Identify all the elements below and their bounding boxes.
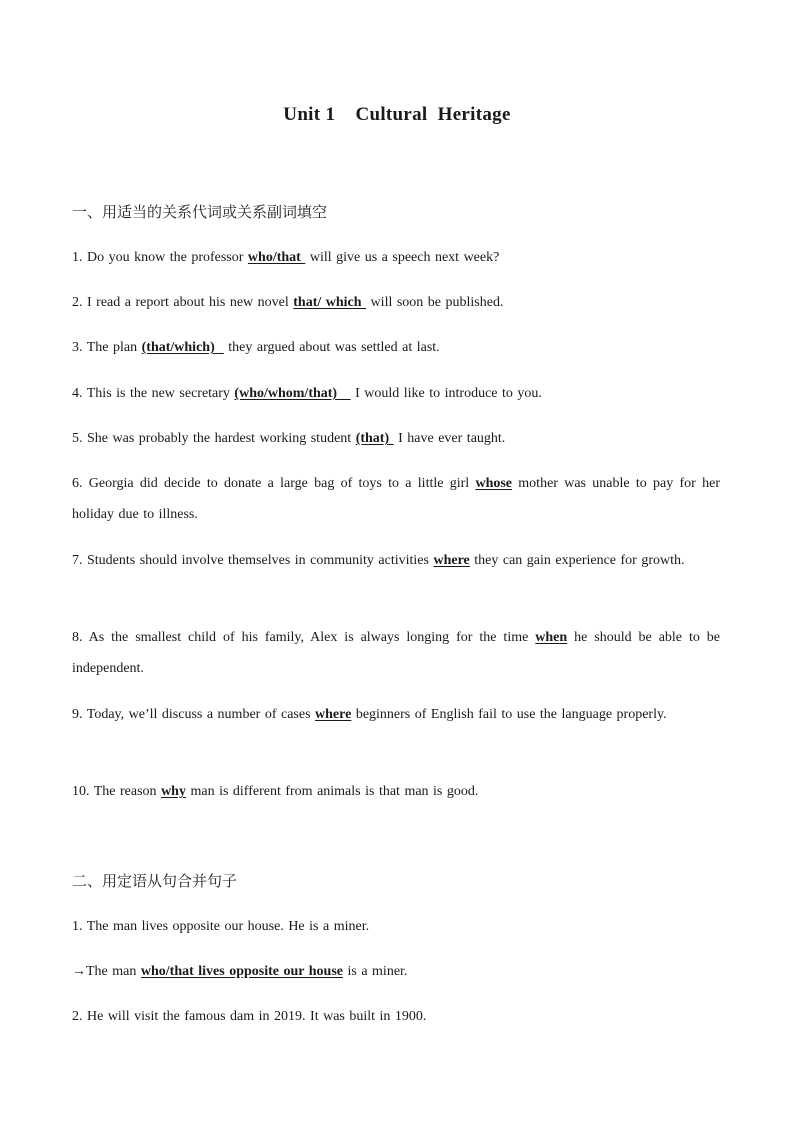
answer-blank: (that/which) — [141, 340, 224, 355]
section-2-heading: 二、用定语从句合并句子 — [72, 872, 238, 890]
exercise-item: 1. Do you know the professor who/that will give us a speech next week? — [72, 250, 500, 265]
answer-blank: that/ which — [293, 295, 367, 310]
exercise-answer-line: →The man who/that lives opposite our house is a miner. — [72, 964, 408, 979]
answer-blank: why — [161, 784, 186, 799]
exercise-item: 2. I read a report about his new novel that/ which will soon be published. — [72, 295, 504, 310]
answer-blank: where — [315, 707, 352, 722]
section-1-heading: 一、用适当的关系代词或关系副词填空 — [72, 203, 328, 221]
exercise-item: 7. Students should involve themselves in community activities where they can gain experience for growth. — [72, 553, 685, 568]
page-title: Unit 1 Cultural Heritage — [283, 104, 511, 125]
answer-blank: (that) — [355, 431, 394, 446]
exercise-item: 3. The plan (that/which) they argued about was settled at last. — [72, 340, 440, 355]
exercise-item: 6. Georgia did decide to donate a large bag of toys to a little girl whose mother was unable to pay for her holiday due to illness. — [72, 476, 720, 522]
answer-blank: whose — [475, 476, 513, 491]
exercise-item: 1. The man lives opposite our house. He is a miner. — [72, 919, 370, 934]
exercise-item: 10. The reason why man is different from animals is that man is good. — [72, 784, 479, 799]
exercise-item: 4. This is the new secretary (who/whom/that) I would like to introduce to you. — [72, 386, 542, 401]
answer-blank: (who/whom/that) — [234, 386, 351, 401]
exercise-item: 9. Today, we’ll discuss a number of cases where beginners of English fail to use the language properly. — [72, 707, 667, 722]
answer-blank: when — [535, 630, 568, 645]
exercise-item: 8. As the smallest child of his family, Alex is always longing for the time when he should be able to be independent. — [72, 630, 721, 676]
answer-blank: who/that — [247, 250, 306, 265]
exercise-item: 2. He will visit the famous dam in 2019. It was built in 1900. — [72, 1009, 427, 1024]
exercise-item: 5. She was probably the hardest working student (that) I have ever taught. — [72, 431, 506, 446]
answer-blank: where — [433, 553, 470, 568]
answer-blank: who/that lives opposite our house — [140, 964, 343, 979]
